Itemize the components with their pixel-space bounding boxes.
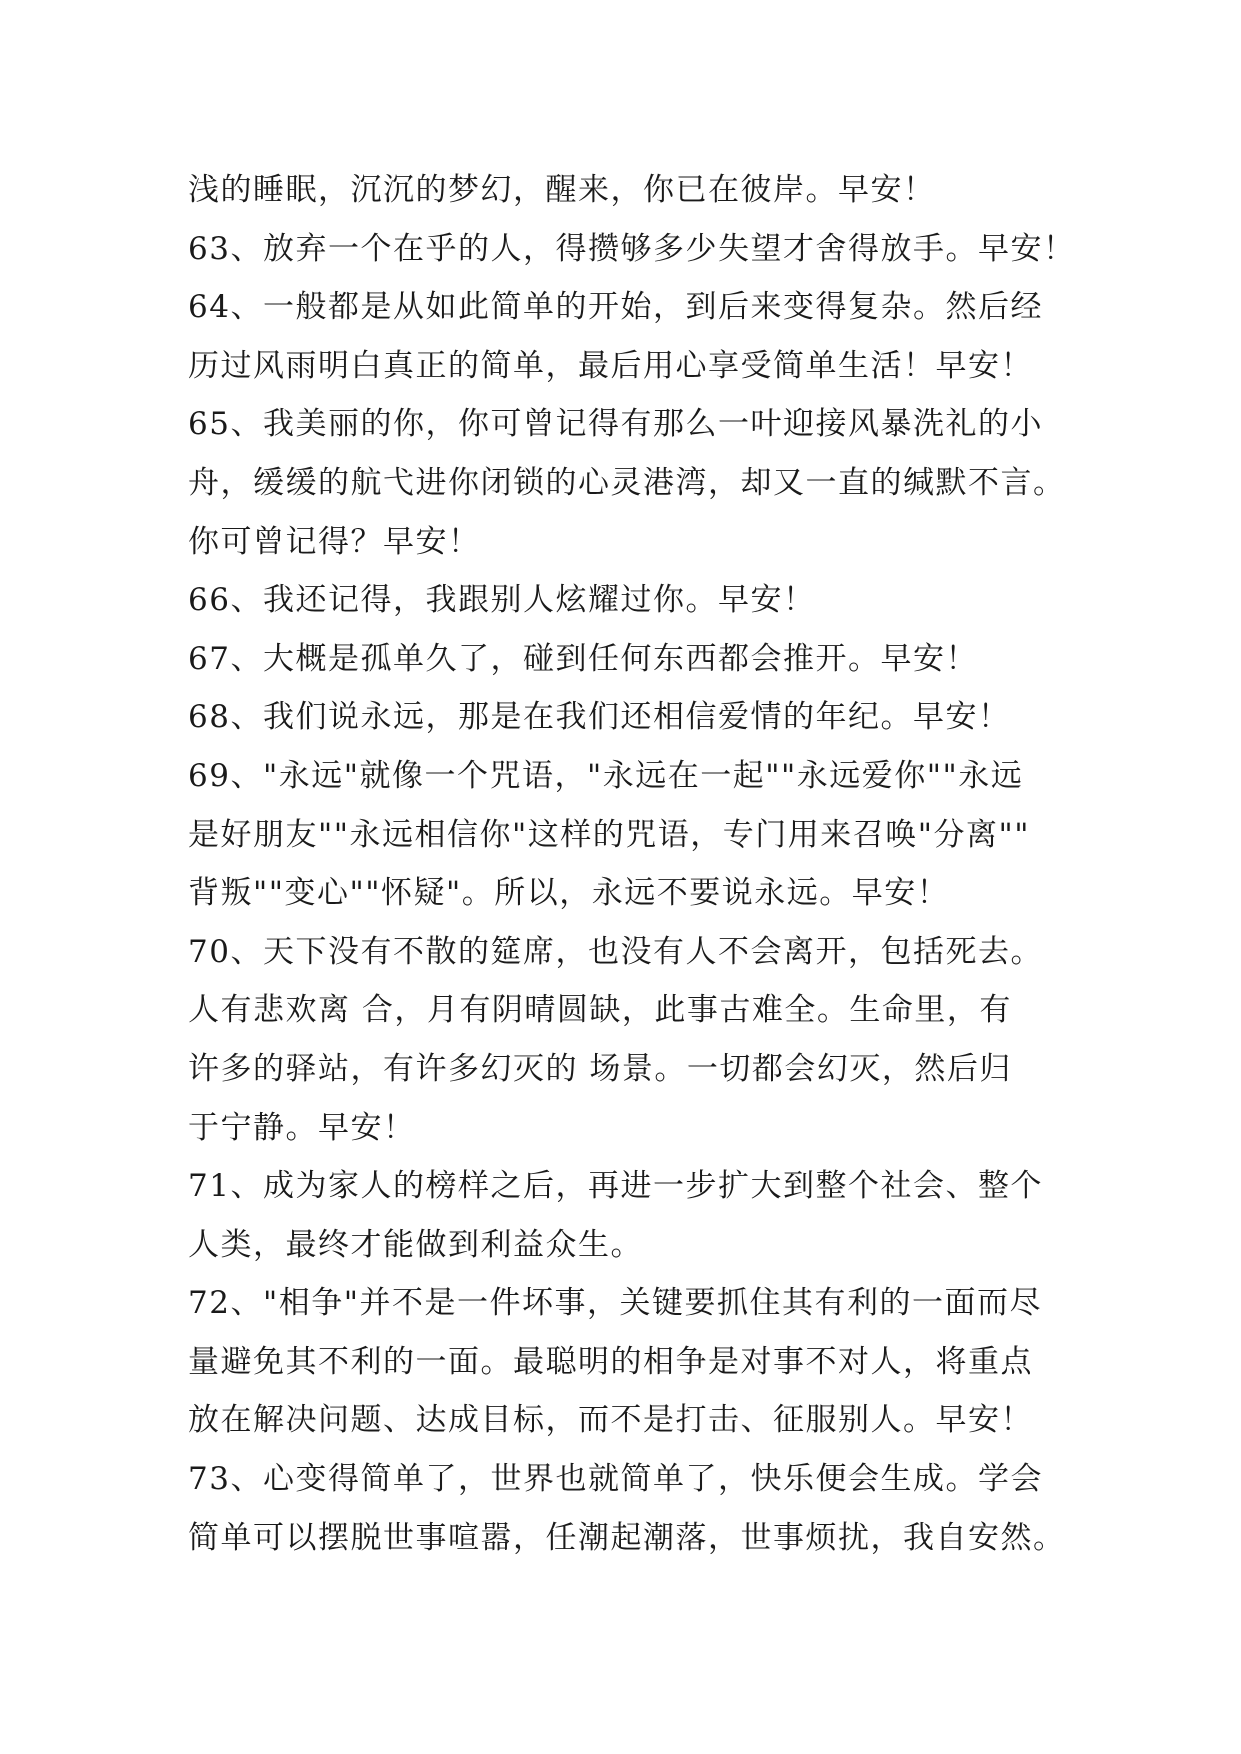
text-line: 69、"永远"就像一个咒语，"永远在一起""永远爱你""永远 xyxy=(188,757,1024,794)
text-line: 73、心变得简单了，世界也就简单了，快乐便会生成。学会 xyxy=(188,1461,1043,1498)
text-line: 浅的睡眠，沉沉的梦幻，醒来，你已在彼岸。早安！ xyxy=(188,172,936,208)
text-line: 67、大概是孤单久了，碰到任何东西都会推开。早安！ xyxy=(188,640,978,677)
text-line: 66、我还记得，我跟别人炫耀过你。早安！ xyxy=(188,582,816,619)
text-line: 你可曾记得？早安！ xyxy=(188,523,481,560)
document-body xyxy=(188,161,1088,1567)
text-line: 64、一般都是从如此简单的开始，到后来变得复杂。然后经 xyxy=(188,289,1043,326)
text-line: 许多的驿站，有许多幻灭的 场景。一切都会幻灭，然后归 xyxy=(188,1050,1012,1087)
text-line: 70、天下没有不散的筵席，也没有人不会离开，包括死去。 xyxy=(188,933,1043,970)
text-line: 于宁静。早安！ xyxy=(188,1109,416,1146)
text-line: 简单可以摆脱世事喧嚣，任潮起潮落，世事烦扰，我自安然。 xyxy=(188,1519,1066,1556)
text-line: 放在解决问题、达成目标，而不是打击、征服别人。早安！ xyxy=(188,1402,1033,1439)
text-line: 65、我美丽的你，你可曾记得有那么一叶迎接风暴洗礼的小 xyxy=(188,406,1043,443)
text-line: 72、"相争"并不是一件坏事，关键要抓住其有利的一面而尽 xyxy=(188,1285,1042,1322)
text-line: 63、放弃一个在乎的人，得攒够多少失望才舍得放手。早安！ xyxy=(188,230,1076,267)
text-line: 71、成为家人的榜样之后，再进一步扩大到整个社会、整个 xyxy=(188,1168,1043,1205)
text-line: 68、我们说永远，那是在我们还相信爱情的年纪。早安！ xyxy=(188,699,1011,736)
text-line: 背叛""变心""怀疑"。所以，永远不要说永远。早安！ xyxy=(188,875,950,912)
text-line: 量避免其不利的一面。最聪明的相争是对事不对人，将重点 xyxy=(188,1343,1033,1380)
text-line: 是好朋友""永远相信你"这样的咒语，专门用来召唤"分离"" xyxy=(188,816,1031,853)
text-line: 人有悲欢离 合，月有阴晴圆缺，此事古难全。生命里，有 xyxy=(188,992,1012,1029)
text-line: 历过风雨明白真正的简单，最后用心享受简单生活！早安！ xyxy=(188,347,1033,384)
text-line: 舟，缓缓的航弋进你闭锁的心灵港湾，却又一直的缄默不言。 xyxy=(188,464,1066,501)
text-line: 人类，最终才能做到利益众生。 xyxy=(188,1226,643,1263)
